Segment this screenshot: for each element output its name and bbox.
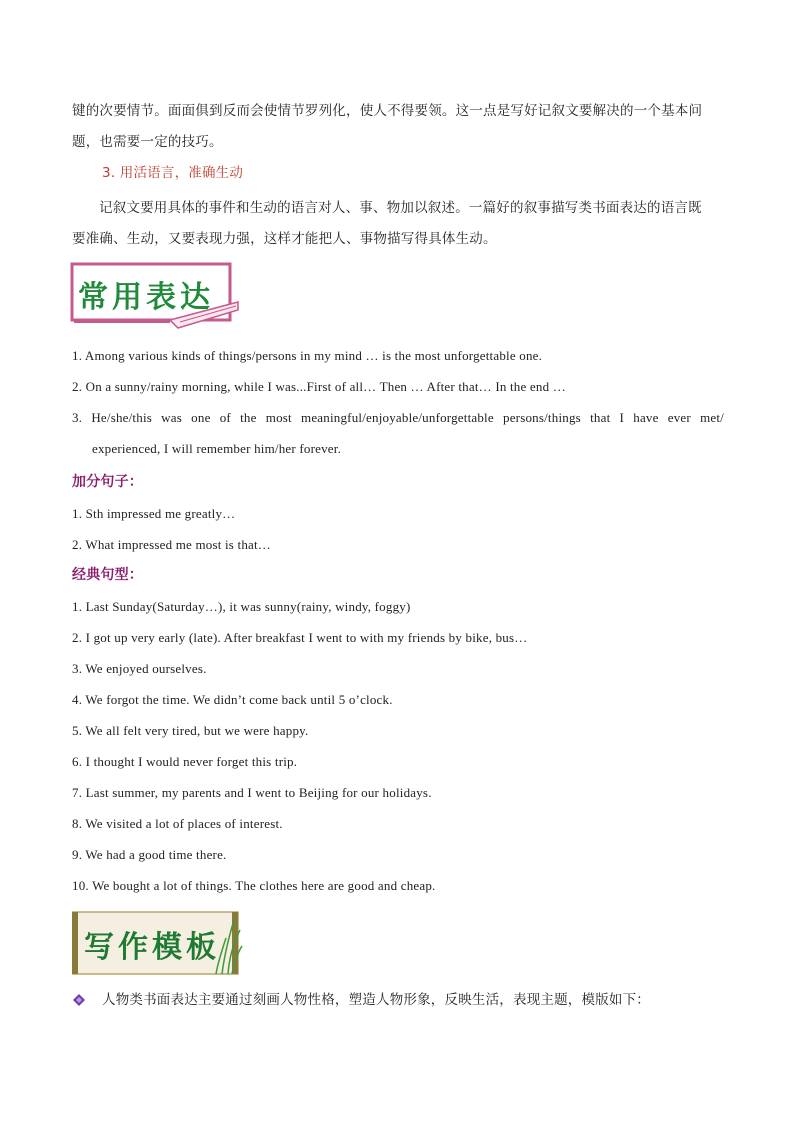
classic-item-7: 7. Last summer, my parents and I went to Beijing for our holidays.	[72, 785, 432, 800]
writing-template-banner	[72, 910, 244, 978]
classic-list	[72, 591, 724, 901]
expression-item-2: 2. On a sunny/rainy morning, while I was...First of all… Then … After that… In the end …	[72, 379, 566, 394]
paragraph-2	[72, 193, 724, 255]
template-intro: 人物类书面表达主要通过刻画人物性格，塑造人物形象，反映生活，表现主题，模版如下：	[102, 992, 650, 1008]
classic-item-10: 10. We bought a lot of things. The clothes here are good and cheap.	[72, 878, 436, 893]
expression-item-1: 1. Among various kinds of things/persons in my mind … is the most unforgettable one.	[72, 348, 543, 363]
paragraph-1	[72, 96, 724, 158]
expression-item-3-cont: experienced, I will remember him/her forever.	[92, 441, 342, 456]
section-heading-3: 3. 用活语言，准确生动	[102, 165, 244, 181]
classic-item-5: 5. We all felt very tired, but we were happy.	[72, 723, 309, 738]
common-expressions-banner	[70, 262, 242, 330]
bonus-item-2: 2. What impressed me most is that…	[72, 537, 272, 552]
classic-item-8: 8. We visited a lot of places of interest.	[72, 816, 283, 831]
bonus-list	[72, 498, 724, 560]
classic-heading: 经典句型：	[72, 567, 143, 583]
banner2-title: 写作模板	[84, 930, 220, 965]
para2-line1: 记叙文要用具体的事件和生动的语言对人、事、物加以叙述。一篇好的叙事描写类书面表达的语言既	[99, 200, 702, 216]
classic-item-4: 4. We forgot the time. We didn’t come back until 5 o’clock.	[72, 692, 393, 707]
diamond-bullet-icon	[72, 993, 86, 1007]
classic-item-6: 6. I thought I would never forget this trip.	[72, 754, 298, 769]
para2-line2: 要准确、生动，又要表现力强，这样才能把人、事物描写得具体生动。	[72, 231, 497, 247]
classic-item-2: 2. I got up very early (late). After breakfast I went to with my friends by bike, bus…	[72, 630, 528, 645]
banner1-title: 常用表达	[78, 280, 214, 315]
bonus-heading: 加分句子：	[72, 474, 143, 490]
classic-item-3: 3. We enjoyed ourselves.	[72, 661, 207, 676]
expression-item-3: 3. He/she/this was one of the most meaningful/enjoyable/unforgettable persons/things that I have ever met/	[72, 410, 724, 425]
classic-item-9: 9. We had a good time there.	[72, 847, 227, 862]
classic-item-1: 1. Last Sunday(Saturday…), it was sunny(rainy, windy, foggy)	[72, 599, 411, 614]
expression-list	[72, 340, 724, 464]
bonus-item-1: 1. Sth impressed me greatly…	[72, 506, 236, 521]
para1-line2: 题，也需要一定的技巧。	[72, 134, 223, 150]
para1-line1: 键的次要情节。面面俱到反而会使情节罗列化，使人不得要领。这一点是写好记叙文要解决的一个基本问	[72, 103, 703, 119]
